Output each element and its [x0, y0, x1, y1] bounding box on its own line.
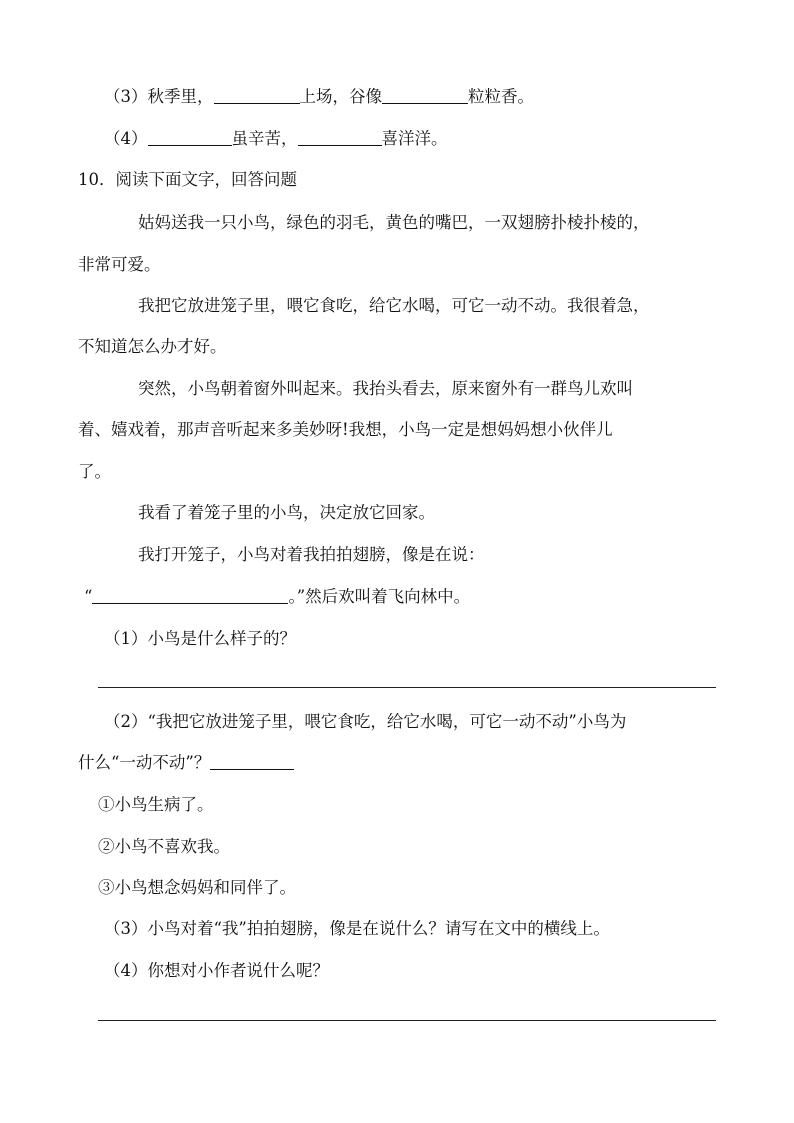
question-1-answer-line[interactable]	[98, 687, 716, 688]
q9-item-3-blank-2[interactable]	[382, 87, 468, 104]
question-2-option-3: ③小鸟想念妈妈和同伴了。	[98, 878, 296, 897]
passage-p1-line2: 非常可爱。	[78, 255, 161, 274]
q9-item-4-text-2: 喜洋洋。	[381, 129, 448, 148]
passage-p5-line1: 我打开笼子，小鸟对着我拍拍翅膀，像是在说：	[138, 545, 485, 564]
passage-p5-line2	[84, 586, 470, 608]
passage-p2-line1: 我把它放进笼子里，喂它食吃，给它水喝，可它一动不动。我很着急，	[138, 296, 650, 315]
passage-p3-line2: 着、嬉戏着，那声音听起来多美妙呀!我想，小鸟一定是想妈妈想小伙伴儿	[78, 420, 613, 439]
question-4: （4）你想对小作者说什么呢？	[104, 961, 329, 980]
q9-item-3-text-3: 粒粒香。	[468, 87, 534, 106]
question-2-line2-text: 什么“一动不动”？	[78, 753, 211, 772]
passage-p4: 我看了着笼子里的小鸟，决定放它回家。	[138, 503, 435, 522]
q9-item-3-text-2: 上场，谷像	[299, 87, 382, 106]
question-3: （3）小鸟对着“我”拍拍翅膀，像是在说什么？请写在文中的横线上。	[104, 919, 610, 938]
passage-p2-line2: 不知道怎么办才好。	[78, 337, 227, 356]
q9-item-3-blank-1[interactable]	[214, 87, 300, 104]
q9-item-3-text-1: 秋季里，	[147, 87, 214, 106]
question-2-line1: （2）“我把它放进笼子里，喂它食吃，给它水喝，可它一动不动”小鸟为	[104, 712, 627, 731]
open-quote: “	[84, 587, 93, 606]
passage-p3-line1: 突然，小鸟朝着窗外叫起来。我抬头看去，原来窗外有一群鸟儿欢叫	[138, 379, 633, 398]
q9-item-3-number: （3）	[104, 87, 148, 106]
q10-heading: 10．阅读下面文字，回答问题	[78, 170, 297, 189]
question-4-answer-line[interactable]	[98, 1020, 716, 1021]
q9-item-4-number: （4）	[104, 129, 148, 148]
question-1: （1）小鸟是什么样子的？	[104, 629, 296, 648]
passage-p5-line2-tail: 。”然后欢叫着飞向林中。	[288, 587, 471, 606]
q9-item-4-blank-1[interactable]	[148, 129, 232, 146]
q9-item-4-blank-2[interactable]	[298, 129, 382, 146]
bird-speech-blank[interactable]	[92, 587, 288, 604]
q9-item-3	[104, 86, 534, 108]
question-2-option-1: ①小鸟生病了。	[98, 795, 214, 814]
question-2-option-2: ②小鸟不喜欢我。	[98, 837, 230, 856]
passage-p1-line1: 姑妈送我一只小鸟，绿色的羽毛，黄色的嘴巴，一双翅膀扑棱扑棱的，	[138, 213, 650, 232]
question-2-answer-blank[interactable]	[210, 753, 294, 770]
q9-item-4	[104, 128, 448, 150]
q9-item-4-text-1: 虽辛苦，	[231, 129, 298, 148]
passage-p3-line3: 了。	[78, 462, 111, 481]
question-2-line2	[78, 752, 294, 774]
